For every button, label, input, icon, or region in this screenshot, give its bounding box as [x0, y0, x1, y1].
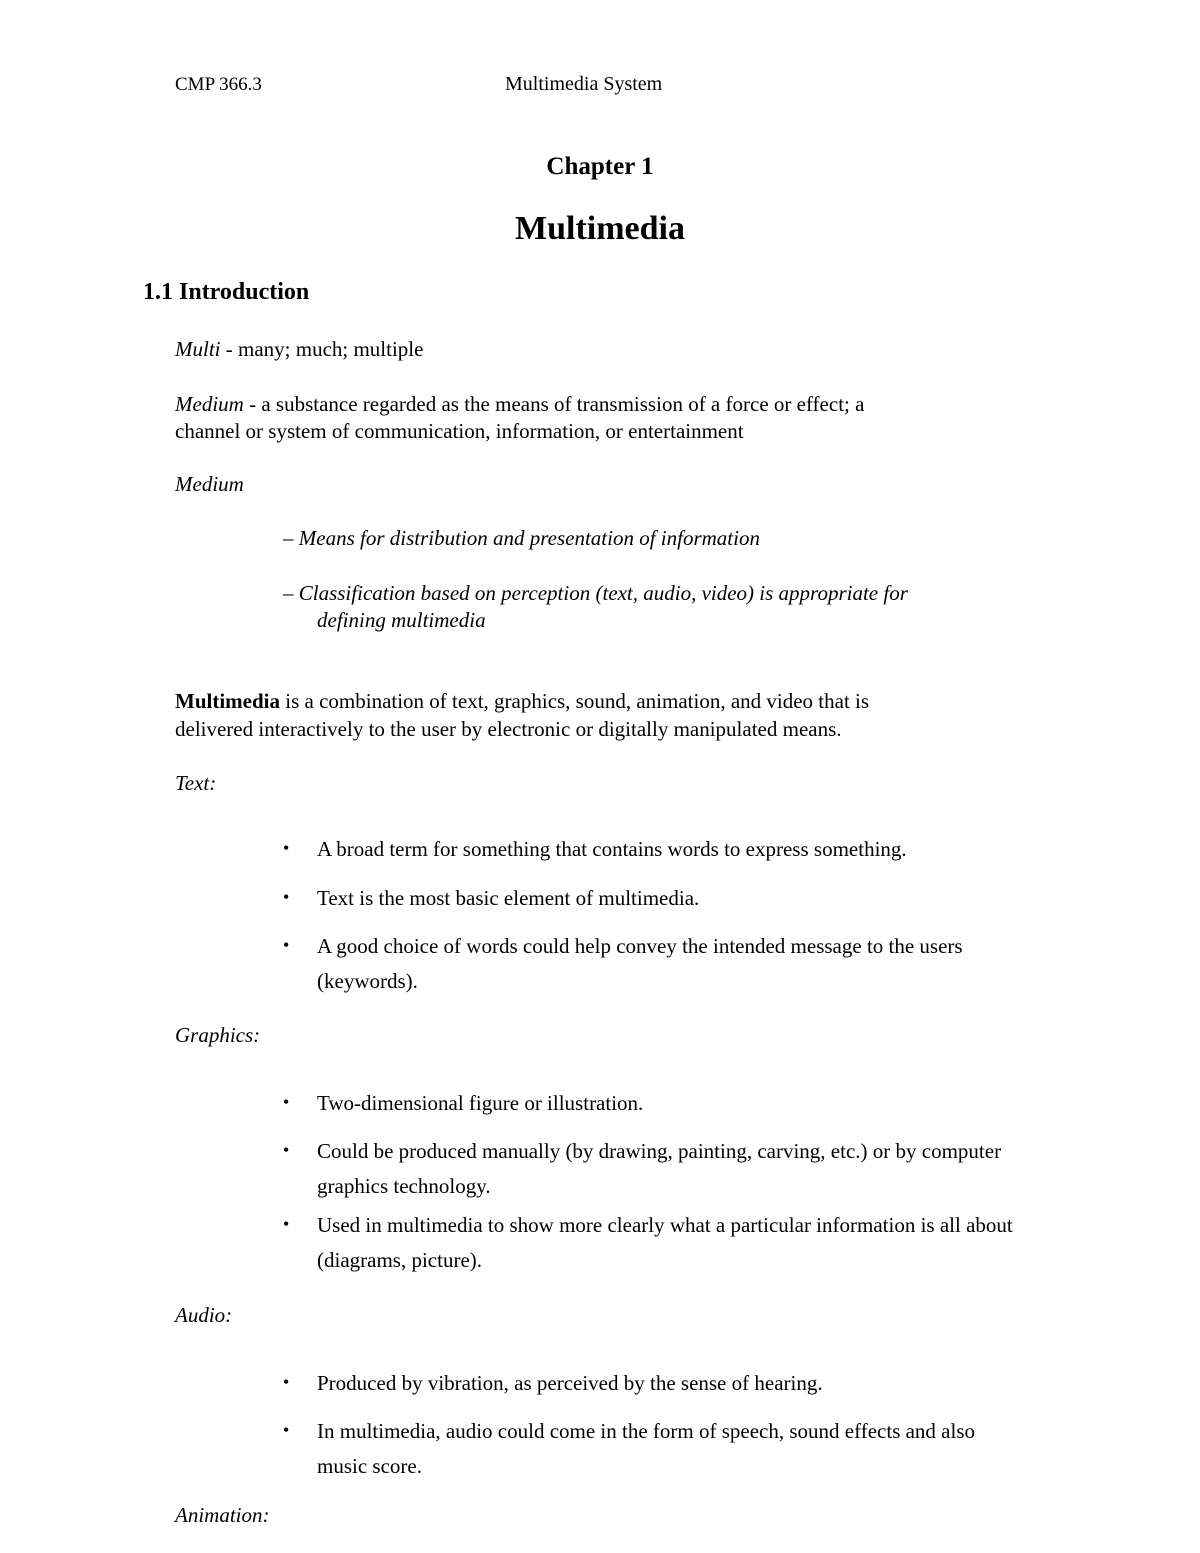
bullet-marker: •: [283, 935, 290, 955]
medium-definition: [175, 391, 864, 418]
graphics-bullet-3: Used in multimedia to show more clearly what a particular information is all about (diagrams, picture).: [317, 1213, 1013, 1272]
audio-bullet-1: Produced by vibration, as perceived by the sense of hearing.: [317, 1371, 823, 1395]
medium-label: Medium: [175, 472, 244, 496]
graphics-section-label: Graphics:: [175, 1023, 261, 1047]
text-bullet-2: Text is the most basic element of multimedia.: [317, 886, 700, 910]
bullet-marker: •: [283, 887, 290, 907]
section-heading: 1.1 Introduction: [143, 279, 310, 305]
medium-point-2: – Classification based on perception (text, audio, video) is appropriate for: [283, 581, 908, 605]
text-bullet-1: A broad term for something that contains words to express something.: [317, 837, 907, 861]
page-title: Multimedia: [515, 210, 685, 247]
bullet-marker: •: [283, 1420, 290, 1440]
medium-point-1: – Means for distribution and presentation of information: [283, 526, 760, 550]
audio-bullet-2: In multimedia, audio could come in the form of speech, sound effects and also music score.: [317, 1419, 976, 1478]
audio-section-label: Audio:: [175, 1303, 233, 1327]
bullet-marker: •: [283, 1140, 290, 1160]
multimedia-term: Multimedia: [175, 689, 280, 713]
bullet-marker: •: [283, 1214, 290, 1234]
graphics-bullet-1: Two-dimensional figure or illustration.: [317, 1091, 644, 1115]
course-title: Multimedia System: [505, 73, 663, 95]
bullet-marker: •: [283, 1372, 290, 1392]
multimedia-def-line2: delivered interactively to the user by electronic or digitally manipulated means.: [175, 717, 842, 741]
bullet-marker: •: [283, 838, 290, 858]
bullet-marker: •: [283, 1092, 290, 1112]
text-section-label: Text:: [175, 771, 217, 795]
graphics-bullet-2: Could be produced manually (by drawing, painting, carving, etc.) or by computer graphics technology.: [317, 1139, 1002, 1198]
medium-def-line2: channel or system of communication, information, or entertainment: [175, 419, 744, 443]
course-code: CMP 366.3: [175, 74, 262, 95]
medium-term: Medium: [175, 392, 244, 416]
chapter-heading: Chapter 1: [546, 153, 654, 180]
text-bullet-3: A good choice of words could help convey the intended message to the users (keywords).: [317, 934, 963, 993]
multimedia-definition: [175, 688, 869, 715]
multi-term: Multi: [175, 337, 221, 361]
medium-def-line1: - a substance regarded as the means of transmission of a force or effect; a: [243, 392, 865, 416]
multi-definition: [175, 336, 423, 363]
multimedia-def-line1: is a combination of text, graphics, sound, animation, and video that is: [280, 689, 870, 713]
animation-section-label: Animation:: [175, 1503, 270, 1527]
medium-point-2-cont: defining multimedia: [317, 608, 486, 632]
multi-def-text: - many; much; multiple: [220, 337, 424, 361]
